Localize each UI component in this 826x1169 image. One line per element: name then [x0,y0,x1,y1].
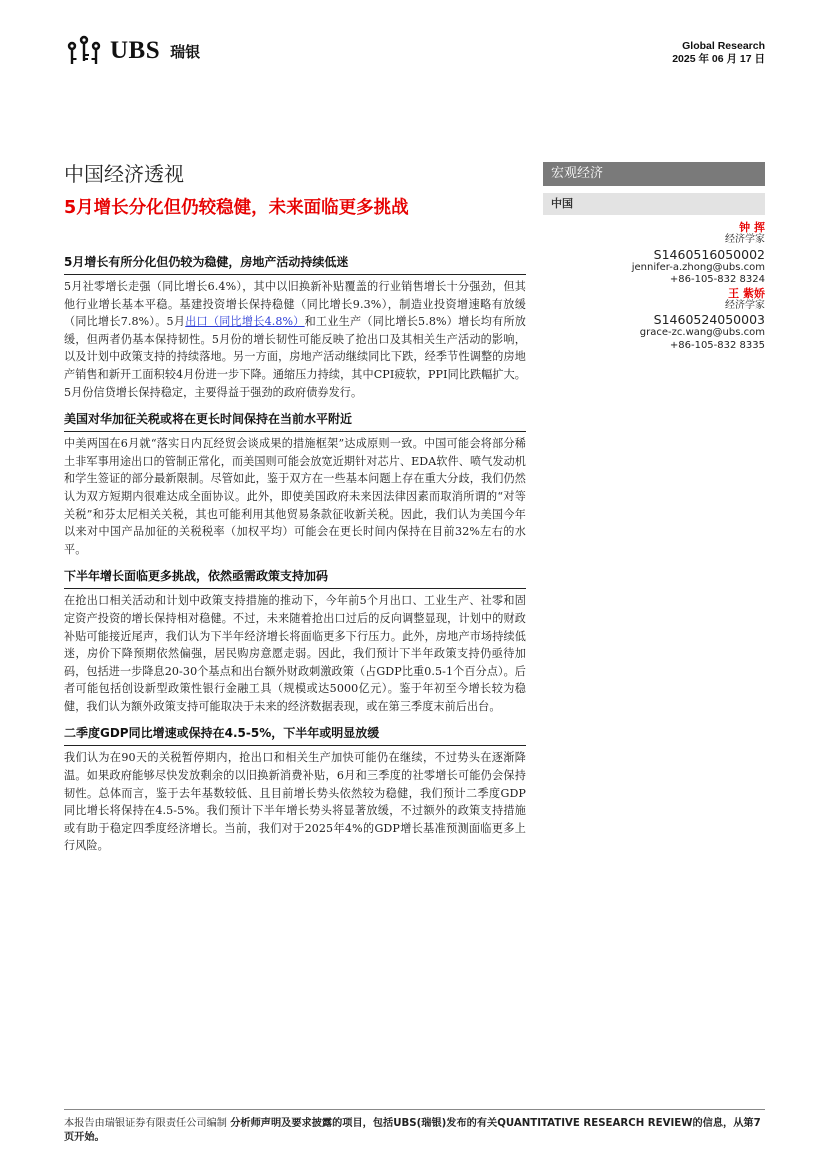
author-title: 经济学家 [725,300,765,312]
keys-logo-icon [64,34,104,68]
author-name: 钟 挥 [739,221,765,234]
author-name: 王 紫娇 [728,286,765,300]
footer-disclaimer [64,1117,765,1145]
section-heading: 下半年增长面临更多挑战，依然亟需政策支持加码 [64,569,329,584]
report-meta [672,40,765,66]
logo-chinese-text: 瑞银 [170,42,201,61]
section [64,568,526,715]
category-tag: 宏观经济 [543,162,765,186]
section-paragraph [64,278,526,401]
author-list [525,222,765,353]
main-column [64,254,526,865]
section-heading: 5月增长有所分化但仍较为稳健，房地产活动持续低迷 [64,255,349,269]
series-title: 中国经济透视 [64,162,184,186]
section [64,725,526,855]
author-id: S1460524050003 [653,312,765,328]
logo-text: UBS [110,37,161,64]
footer-disclosure-text: 分析师声明及要求披露的项目，包括UBS(瑞银)发布的有关QUANTITATIVE RESEARCH REVIEW的信息，从第7 页开始。 [64,1118,761,1143]
paragraph-text: 5月社零增长走强（同比增长6.4%），其中以旧换新补贴覆盖的行业销售增长十分强劲，但其他行业增长基本平稳。基建投资增长保持稳健（同比增长9.3%），制造业投资增速略有放缓（同比增长7.8%）。5月 [64,280,526,329]
division-label: Global Research [682,40,765,52]
author-email[interactable]: jennifer-a.zhong@ubs.com [631,261,765,273]
author-card [525,222,765,287]
export-data-link[interactable]: 出口（同比增长4.8%） [185,315,305,329]
ubs-logo [64,34,200,68]
headline: 5月增长分化但仍较稳健，未来面临更多挑战 [64,198,409,218]
section-heading: 美国对华加征关税或将在更长时间保持在当前水平附近 [64,412,353,427]
paragraph-text: 和工业生产（同比增长5.8%）增长均有所放缓，但两者仍基本保持韧性。5月份的增长韧性可能反映了抢出口及其相关生产活动的影响，以及计划中政策支持的持续落地。另一方面，房地产活动继续同比下跌，经季节性调整的房地产销售和新开工面积较4月份进一步下降。通缩压力持续，其中CPI疲软，PPI同比跌幅扩大。5月份信贷增长保持稳定，主要得益于强劲的政府债券发行。 [64,315,527,399]
section-paragraph: 我们认为在90天的关税暂停期内，抢出口和相关生产加快可能仍在继续，不过势头在逐渐降温。如果政府能够尽快发放剩余的以旧换新消费补贴，6月和三季度的社零增长可能仍会保持韧性。总体而言，鉴于去年基数较低、且目前增长势头依然较为稳健，我们预计二季度GDP同比增长将保持在4.5-5%。我们预计下半年增长势头将显著放缓，不过额外的政策支持措施或有助于稳定四季度经济增长。当前，我们对于2025年4%的GDP增长基准预测面临更多上行风险。 [64,751,526,853]
section [64,411,526,558]
author-phone: +86-105-832 8324 [669,274,765,286]
section [64,254,526,401]
footer-text: 本报告由瑞银证券有限责任公司编制 [64,1118,227,1129]
section-paragraph: 中美两国在6月就“落实日内瓦经贸会谈成果的措施框架”达成原则一致。中国可能会将部分稀土非军事用途出口的管制正常化，而美国则可能会放宽近期针对芯片、EDA软件、喷气发动机和学生签证的部分最新限制。尽管如此，鉴于双方在一些基本问题上存在重大分歧，我们仍然认为双方短期内很难达成全面协议。此外，即使美国政府未来因法律因素而取消所谓的“对等关税”和芬太尼相关关税，其也可能利用其他贸易条款征收新关税。因此，我们认为美国今年以来对中国产品加征的关税税率（加权平均）可能会在更长时间内保持在目前32%左右的水平。 [64,437,526,556]
author-card [525,288,765,353]
section-paragraph: 在抢出口相关活动和计划中政策支持措施的推动下，今年前5个月出口、工业生产、社零和固定资产投资的增长保持相对稳健。不过，未来随着抢出口过后的反向调整显现，计划中的财政补贴可能接近尾声，我们认为下半年经济增长将面临更多下行压力。此外，房地产市场持续低迷，房价下降预期依然偏强，居民购房意愿走弱。因此，我们预计下半年政策支持仍亟待加码，包括进一步降息20-30个基点和出台额外财政刺激政策（占GDP比重0.5-1个百分点）。后者可能包括创设新型政策性银行金融工具（规模或达5000亿元）。鉴于年初至今增长较为稳健，我们认为额外政策支持可能取决于未来的经济数据表现，或在第三季度末前后出台。 [64,594,526,713]
section-heading-rule [64,411,526,432]
author-phone: +86-105-832 8335 [669,339,765,351]
report-date: 2025 年 06 月 17 日 [672,53,765,65]
region-tag: 中国 [543,193,765,215]
section-heading: 二季度GDP同比增速或保持在4.5-5%，下半年或明显放缓 [64,726,380,741]
section-heading-rule [64,568,526,589]
author-title: 经济学家 [725,234,765,246]
section-heading-rule [64,725,526,746]
author-id: S1460516050002 [653,246,765,262]
author-email[interactable]: grace-zc.wang@ubs.com [639,327,765,339]
footer-divider [64,1109,765,1110]
section-heading-rule [64,254,526,275]
